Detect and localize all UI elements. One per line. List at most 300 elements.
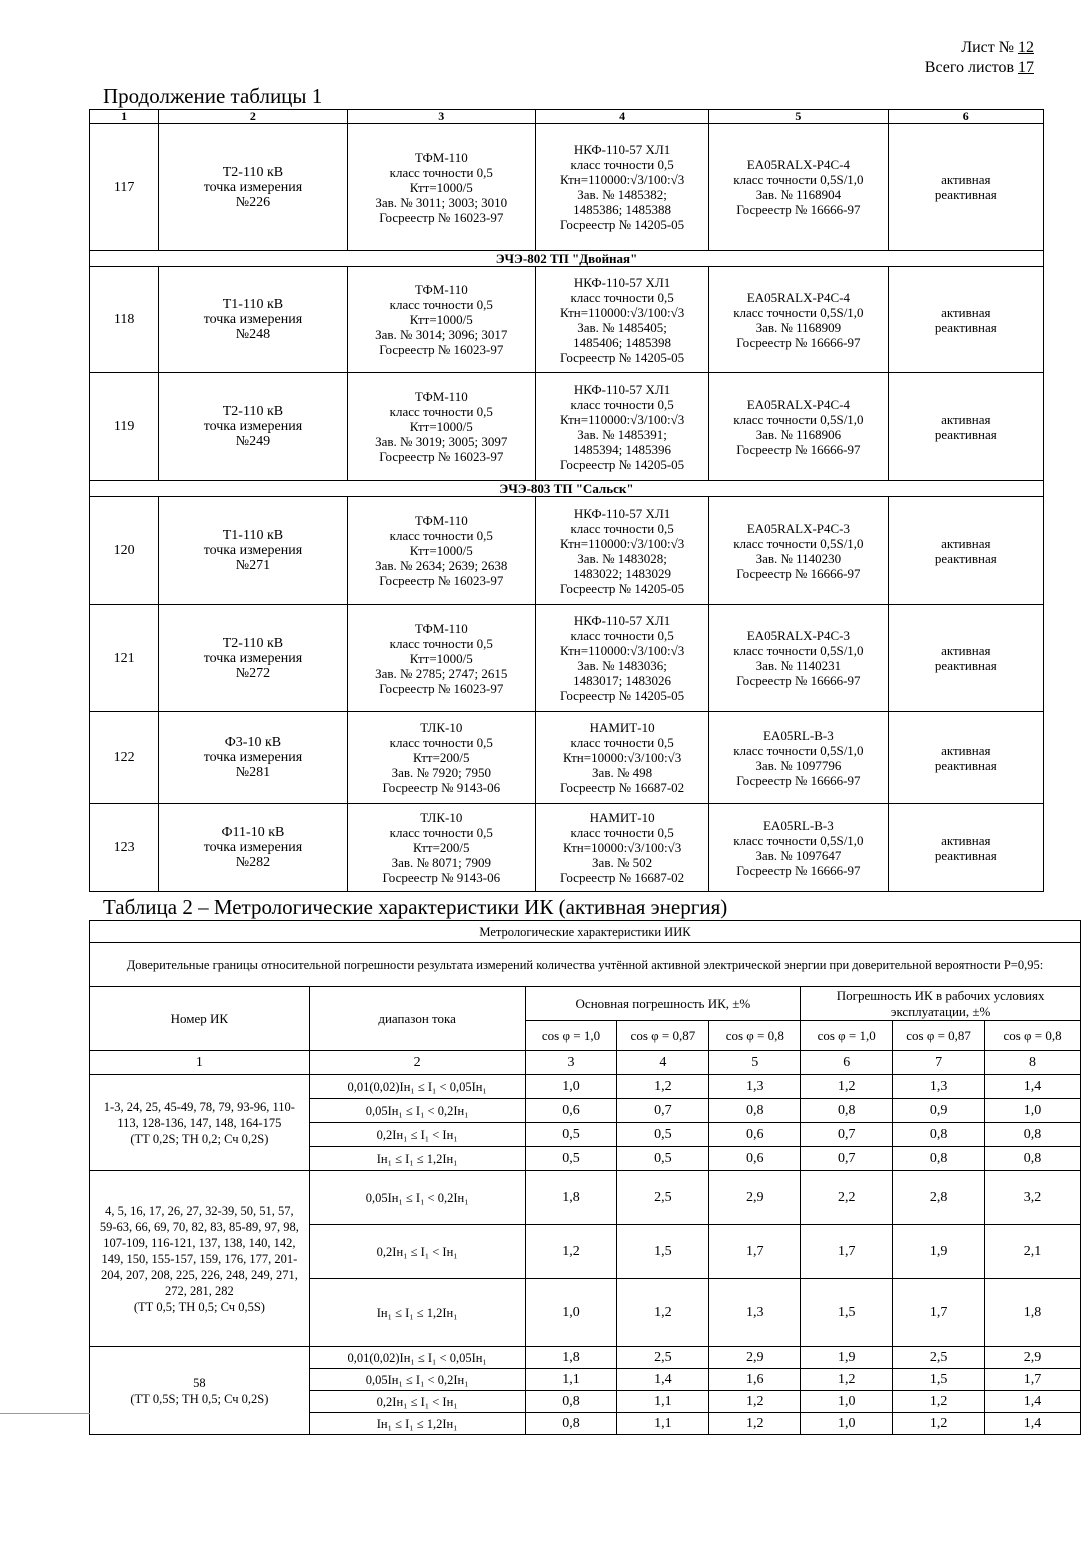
error-value: 0,5: [617, 1147, 709, 1171]
current-range: 0,2Iн₁ ≤ I₁ < Iн₁: [309, 1391, 525, 1413]
point-line: точка измерения: [203, 840, 303, 855]
error-value: 1,8: [525, 1347, 617, 1369]
meter: [709, 712, 888, 804]
ct-line: класс точности 0,5: [389, 825, 493, 840]
error-value: 0,8: [985, 1147, 1081, 1171]
point-line: точка измерения: [203, 543, 303, 558]
table-2-header-index: [90, 1051, 1081, 1075]
error-value: 3,2: [985, 1171, 1081, 1225]
point-line: №226: [235, 194, 271, 210]
ct-line: класс точности 0,5: [389, 404, 493, 419]
error-value: 0,8: [893, 1123, 985, 1147]
current-range: 0,2Iн₁ ≤ I₁ < Iн₁: [309, 1225, 525, 1279]
header-main: Метрологические характеристики ИИК: [90, 921, 1081, 943]
meter-line: Зав. № 1140230: [755, 550, 842, 566]
error-value: 1,1: [617, 1391, 709, 1413]
ct-line: ТЛК-10: [420, 810, 463, 825]
header-cos-phi: cos φ = 0,8: [709, 1021, 801, 1051]
vt-line: НАМИТ-10: [589, 810, 655, 825]
ct-line: Госреестр № 16023-97: [379, 573, 504, 588]
ct-line: Ктт=200/5: [413, 840, 470, 855]
ik-class: (ТТ 0,2S; ТН 0,2; Сч 0,2S): [130, 1131, 269, 1146]
current-transformer: [347, 497, 535, 605]
meter: [709, 373, 888, 481]
vt-line: Госреестр № 16687-02: [559, 780, 685, 795]
row-number: 122: [90, 712, 159, 804]
meter-line: EA05RALX-P4C-3: [746, 628, 851, 643]
meter-line: Госреестр № 16666-97: [736, 862, 861, 878]
ct-line: класс точности 0,5: [389, 735, 493, 750]
row-number: 118: [90, 267, 159, 373]
point-line: Т2-110 кВ: [222, 635, 284, 651]
error-value: 0,5: [525, 1147, 617, 1171]
meter-line: EA05RALX-P4C-4: [746, 289, 851, 305]
measurement-point: [159, 373, 347, 481]
error-value: 2,9: [709, 1171, 801, 1225]
section-row: [90, 481, 1044, 497]
vt-line: НКФ-110-57 ХЛ1: [573, 142, 671, 157]
sheet-label: Лист №: [961, 39, 1014, 56]
table-2-row: [90, 1075, 1081, 1099]
energy-line: активная: [941, 172, 991, 187]
error-value: 1,7: [709, 1225, 801, 1279]
energy-line: реактивная: [934, 847, 997, 863]
error-value: 0,7: [801, 1123, 893, 1147]
meter-line: Зав. № 1168909: [755, 319, 842, 335]
column-index: 4: [617, 1051, 709, 1075]
meter-line: Госреестр № 16666-97: [736, 202, 861, 217]
error-value: 1,9: [893, 1225, 985, 1279]
voltage-transformer: [535, 712, 708, 804]
error-value: 2,9: [709, 1347, 801, 1369]
divider-line: [0, 1413, 90, 1414]
header-current-range: диапазон тока: [309, 987, 525, 1051]
energy-line: реактивная: [934, 757, 997, 773]
ct-line: класс точности 0,5: [389, 528, 493, 543]
header-cos-phi: cos φ = 0,87: [893, 1021, 985, 1051]
error-value: 1,3: [709, 1279, 801, 1347]
error-value: 1,2: [617, 1279, 709, 1347]
voltage-transformer: [535, 804, 708, 892]
current-range: 0,01(0,02)Iн₁ ≤ I₁ < 0,05Iн₁: [309, 1347, 525, 1369]
error-value: 2,1: [985, 1225, 1081, 1279]
error-value: 1,2: [617, 1075, 709, 1099]
vt-line: класс точности 0,5: [570, 157, 674, 172]
ct-line: Госреестр № 16023-97: [379, 449, 504, 464]
error-value: 0,8: [709, 1099, 801, 1123]
ct-line: Ктт=1000/5: [409, 543, 473, 558]
meter-line: класс точности 0,5S/1,0: [733, 172, 864, 187]
ct-line: ТФМ-110: [414, 620, 468, 636]
energy-type: [888, 373, 1043, 481]
ct-line: ТФМ-110: [414, 282, 468, 297]
meter-line: EA05RL-B-3: [762, 727, 834, 743]
error-value: 1,0: [525, 1279, 617, 1347]
vt-line: НКФ-110-57 ХЛ1: [573, 505, 671, 521]
point-line: №271: [235, 558, 271, 573]
energy-type: [888, 605, 1043, 712]
energy-type: [888, 804, 1043, 892]
ct-line: класс точности 0,5: [389, 164, 493, 180]
continuation-title: Продолжение таблицы 1: [103, 84, 323, 108]
error-value: 1,5: [801, 1279, 893, 1347]
meter: [709, 804, 888, 892]
ct-line: ТЛК-10: [420, 720, 463, 735]
current-transformer: [347, 804, 535, 892]
meter-line: Зав. № 1097647: [755, 847, 842, 863]
current-range: 0,01(0,02)Iн₁ ≤ I₁ < 0,05Iн₁: [309, 1075, 525, 1099]
error-value: 1,2: [709, 1413, 801, 1435]
total-label: Всего листов: [924, 59, 1014, 76]
error-value: 2,5: [617, 1171, 709, 1225]
meter-line: Зав. № 1140231: [755, 658, 842, 673]
current-transformer: [347, 605, 535, 712]
meter-line: EA05RALX-P4C-3: [746, 520, 851, 536]
column-index: 2: [309, 1051, 525, 1075]
column-index: 1: [90, 1051, 310, 1075]
current-range: Iн₁ ≤ I₁ ≤ 1,2Iн₁: [309, 1147, 525, 1171]
current-range: Iн₁ ≤ I₁ ≤ 1,2Iн₁: [309, 1279, 525, 1347]
error-value: 1,2: [893, 1413, 985, 1435]
row-number: 119: [90, 373, 159, 481]
meter-line: класс точности 0,5S/1,0: [733, 411, 864, 427]
voltage-transformer: [535, 497, 708, 605]
header-ik-number: Номер ИК: [90, 987, 310, 1051]
error-value: 1,6: [709, 1369, 801, 1391]
ik-class: (ТТ 0,5S; ТН 0,5; Сч 0,2S): [130, 1391, 269, 1406]
column-index: 5: [709, 1051, 801, 1075]
point-line: Т1-110 кВ: [222, 528, 284, 543]
sheet-info: [925, 38, 1034, 78]
ct-line: класс точности 0,5: [389, 297, 493, 312]
error-value: 1,2: [801, 1369, 893, 1391]
ik-ids: 4, 5, 16, 17, 26, 27, 32-39, 50, 51, 57, 59-63, 66, 69, 70, 82, 83, 85-89, 97, 98, 107-109, 116-121, 137, 138, 140, 142, 149, 150, 155-157, 159, 176, 177, 201-204, 207, 208, 225, 226, 248, 249, 271, 272, 281, 282: [99, 1203, 299, 1298]
energy-line: активная: [941, 643, 991, 658]
error-value: 1,4: [985, 1391, 1081, 1413]
ct-line: класс точности 0,5: [389, 635, 493, 651]
error-value: 0,7: [801, 1147, 893, 1171]
meter-line: Госреестр № 16666-97: [736, 673, 861, 688]
energy-line: реактивная: [934, 319, 997, 335]
ct-line: Госреестр № 16023-97: [379, 680, 504, 696]
energy-line: реактивная: [934, 658, 997, 673]
meter-line: Госреестр № 16666-97: [736, 565, 861, 581]
point-line: точка измерения: [203, 179, 303, 195]
table-2-row: [90, 1171, 1081, 1225]
vt-line: Ктн=110000:√3/100:√3: [559, 535, 685, 551]
meter-line: класс точности 0,5S/1,0: [733, 535, 864, 551]
vt-line: 1485386; 1485388: [573, 202, 672, 217]
error-value: 2,8: [893, 1171, 985, 1225]
vt-line: Госреестр № 16687-02: [559, 870, 685, 885]
ct-line: Госреестр № 16023-97: [379, 342, 504, 357]
meter-line: класс точности 0,5S/1,0: [733, 832, 864, 848]
table-2-header-groups: [90, 987, 1081, 1021]
ct-line: Ктт=1000/5: [409, 650, 473, 666]
ct-line: Зав. № 3011; 3003; 3010: [375, 194, 508, 210]
sheet-number: 12: [1018, 39, 1034, 56]
ct-line: Зав. № 2785; 2747; 2615: [375, 665, 508, 681]
ct-line: ТФМ-110: [414, 389, 468, 404]
energy-line: активная: [941, 535, 991, 551]
error-value: 0,7: [617, 1099, 709, 1123]
vt-line: Ктн=10000:√3/100:√3: [562, 840, 682, 855]
vt-line: Ктн=110000:√3/100:√3: [559, 172, 685, 187]
meter-line: класс точности 0,5S/1,0: [733, 304, 864, 320]
column-number: 4: [535, 110, 708, 124]
vt-line: 1485406; 1485398: [573, 334, 672, 350]
error-value: 0,6: [709, 1123, 801, 1147]
ct-line: ТФМ-110: [414, 513, 468, 528]
table-row: [90, 373, 1044, 481]
energy-line: реактивная: [934, 187, 997, 202]
current-transformer: [347, 373, 535, 481]
vt-line: Зав. № 1485382;: [577, 187, 667, 202]
section-title: ЭЧЭ-802 ТП "Двойная": [90, 251, 1044, 267]
error-value: 1,4: [617, 1369, 709, 1391]
header-cos-phi: cos φ = 0,87: [617, 1021, 709, 1051]
vt-line: Госреестр № 14205-05: [559, 456, 685, 472]
error-value: 1,2: [525, 1225, 617, 1279]
vt-line: Госреестр № 14205-05: [559, 688, 685, 703]
vt-line: Госреестр № 14205-05: [559, 580, 685, 596]
ct-line: Ктт=1000/5: [409, 179, 473, 195]
ik-ids: 58: [193, 1375, 206, 1390]
current-range: 0,05Iн₁ ≤ I₁ < 0,2Iн₁: [309, 1369, 525, 1391]
vt-line: Госреестр № 14205-05: [559, 217, 685, 232]
error-value: 0,5: [525, 1123, 617, 1147]
ik-ids: 1-3, 24, 25, 45-49, 78, 79, 93-96, 110-113, 128-136, 147, 148, 164-175: [103, 1099, 295, 1130]
error-value: 1,2: [801, 1075, 893, 1099]
ct-line: Госреестр № 9143-06: [382, 870, 501, 885]
table-2-title: Таблица 2 – Метрологические характеристики ИК (активная энергия): [103, 895, 728, 919]
column-index: 8: [985, 1051, 1081, 1075]
section-title: ЭЧЭ-803 ТП "Сальск": [90, 481, 1044, 497]
meter-line: Зав. № 1097796: [755, 757, 842, 773]
table-2-header-conf: [90, 943, 1081, 987]
point-line: №282: [235, 855, 271, 870]
energy-type: [888, 267, 1043, 373]
table-2-row: [90, 1347, 1081, 1369]
voltage-transformer: [535, 267, 708, 373]
energy-line: активная: [941, 832, 991, 848]
meter-line: Госреестр № 16666-97: [736, 772, 861, 788]
column-number: 3: [347, 110, 535, 124]
vt-line: класс точности 0,5: [570, 735, 674, 750]
vt-line: 1483017; 1483026: [573, 673, 672, 688]
point-line: точка измерения: [203, 419, 303, 434]
energy-line: активная: [941, 304, 991, 320]
current-transformer: [347, 267, 535, 373]
header-basic-error: Основная погрешность ИК, ±%: [525, 987, 801, 1021]
vt-line: Ктн=10000:√3/100:√3: [562, 750, 682, 765]
meter-line: Госреестр № 16666-97: [736, 334, 861, 350]
error-value: 1,5: [617, 1225, 709, 1279]
point-line: Т1-110 кВ: [222, 297, 284, 312]
row-number: 121: [90, 605, 159, 712]
measurement-point: [159, 124, 347, 251]
error-value: 1,2: [709, 1391, 801, 1413]
meter-line: EA05RL-B-3: [762, 817, 834, 833]
point-line: точка измерения: [203, 650, 303, 666]
header-cos-phi: cos φ = 1,0: [525, 1021, 617, 1051]
energy-line: активная: [941, 411, 991, 427]
error-value: 1,5: [893, 1369, 985, 1391]
table-2: [89, 920, 1081, 1435]
error-value: 1,2: [893, 1391, 985, 1413]
error-value: 1,0: [801, 1413, 893, 1435]
header-confidence: Доверительные границы относительной погрешности результата измерений количества учтённой активной электрической энергии при доверительной вероятности Р=0,95:: [90, 943, 1081, 987]
voltage-transformer: [535, 373, 708, 481]
energy-line: реактивная: [934, 550, 997, 566]
meter-line: Зав. № 1168904: [755, 187, 842, 202]
error-value: 1,7: [893, 1279, 985, 1347]
point-line: №248: [235, 327, 271, 342]
header-cos-phi: cos φ = 0,8: [985, 1021, 1081, 1051]
vt-line: НКФ-110-57 ХЛ1: [573, 613, 671, 628]
ct-line: Госреестр № 9143-06: [382, 780, 501, 795]
column-index: 7: [893, 1051, 985, 1075]
vt-line: 1483022; 1483029: [573, 565, 672, 581]
meter: [709, 605, 888, 712]
vt-line: Зав. № 1485391;: [577, 426, 667, 442]
error-value: 0,8: [801, 1099, 893, 1123]
vt-line: Зав. № 1483036;: [577, 658, 667, 673]
error-value: 1,1: [525, 1369, 617, 1391]
column-index: 6: [801, 1051, 893, 1075]
ct-line: Зав. № 3014; 3096; 3017: [375, 327, 508, 342]
meter-line: EA05RALX-P4C-4: [746, 157, 851, 172]
measurement-point: [159, 267, 347, 373]
error-value: 0,8: [893, 1147, 985, 1171]
ct-line: Зав. № 8071; 7909: [391, 855, 491, 870]
error-value: 1,4: [985, 1413, 1081, 1435]
vt-line: Госреестр № 14205-05: [559, 349, 685, 365]
meter-line: Госреестр № 16666-97: [736, 441, 861, 457]
error-value: 0,8: [985, 1123, 1081, 1147]
row-number: 117: [90, 124, 159, 251]
voltage-transformer: [535, 605, 708, 712]
table-row: [90, 497, 1044, 605]
error-value: 0,6: [525, 1099, 617, 1123]
measurement-point: [159, 497, 347, 605]
vt-line: класс точности 0,5: [570, 825, 674, 840]
measurement-point: [159, 605, 347, 712]
meter-line: EA05RALX-P4C-4: [746, 396, 851, 412]
meter: [709, 124, 888, 251]
vt-line: НКФ-110-57 ХЛ1: [573, 274, 671, 290]
meter: [709, 267, 888, 373]
vt-line: Зав. № 502: [592, 855, 653, 870]
section-row: [90, 251, 1044, 267]
error-value: 1,8: [985, 1279, 1081, 1347]
column-number: 1: [90, 110, 159, 124]
meter-line: Зав. № 1168906: [755, 426, 842, 442]
point-line: Ф3-10 кВ: [224, 735, 282, 750]
point-line: точка измерения: [203, 312, 303, 327]
error-value: 0,8: [525, 1413, 617, 1435]
vt-line: НКФ-110-57 ХЛ1: [573, 381, 671, 397]
current-range: 0,05Iн₁ ≤ I₁ < 0,2Iн₁: [309, 1099, 525, 1123]
ct-line: Зав. № 2634; 2639; 2638: [375, 558, 508, 573]
error-value: 0,8: [525, 1391, 617, 1413]
table-row: [90, 712, 1044, 804]
current-transformer: [347, 712, 535, 804]
vt-line: Ктн=110000:√3/100:√3: [559, 411, 685, 427]
point-line: №272: [235, 665, 271, 681]
row-number: 120: [90, 497, 159, 605]
vt-line: 1485394; 1485396: [573, 441, 672, 457]
column-number: 5: [709, 110, 888, 124]
error-value: 1,0: [525, 1075, 617, 1099]
table-row: [90, 267, 1044, 373]
error-value: 1,8: [525, 1171, 617, 1225]
point-line: Т2-110 кВ: [222, 164, 284, 180]
column-number: 2: [159, 110, 347, 124]
vt-line: Ктн=110000:√3/100:√3: [559, 304, 685, 320]
error-value: 1,7: [801, 1225, 893, 1279]
row-number: 123: [90, 804, 159, 892]
current-range: Iн₁ ≤ I₁ ≤ 1,2Iн₁: [309, 1413, 525, 1435]
vt-line: класс точности 0,5: [570, 289, 674, 305]
table-2-header-main: [90, 921, 1081, 943]
error-value: 2,5: [617, 1347, 709, 1369]
ct-line: Зав. № 7920; 7950: [391, 765, 491, 780]
point-line: Ф11-10 кВ: [221, 825, 285, 840]
ik-group-1: [90, 1075, 310, 1171]
energy-line: активная: [941, 742, 991, 758]
measurement-point: [159, 804, 347, 892]
error-value: 1,0: [985, 1099, 1081, 1123]
ct-line: Зав. № 3019; 3005; 3097: [375, 434, 508, 449]
vt-line: НАМИТ-10: [589, 720, 655, 735]
energy-line: реактивная: [934, 426, 997, 442]
table-row: [90, 124, 1044, 251]
ct-line: Ктт=1000/5: [409, 419, 473, 434]
current-range: 0,2Iн₁ ≤ I₁ < Iн₁: [309, 1123, 525, 1147]
total-number: 17: [1018, 59, 1034, 76]
voltage-transformer: [535, 124, 708, 251]
energy-type: [888, 497, 1043, 605]
vt-line: Зав. № 1485405;: [577, 319, 667, 335]
vt-line: Зав. № 1483028;: [577, 550, 667, 566]
ik-class: (ТТ 0,5; ТН 0,5; Сч 0,5S): [133, 1299, 265, 1314]
ct-line: Госреестр № 16023-97: [379, 209, 504, 225]
energy-type: [888, 712, 1043, 804]
meter-line: класс точности 0,5S/1,0: [733, 742, 864, 758]
error-value: 2,5: [893, 1347, 985, 1369]
vt-line: класс точности 0,5: [570, 520, 674, 536]
table-row: [90, 804, 1044, 892]
header-working-error: Погрешность ИК в рабочих условиях эксплуатации, ±%: [801, 987, 1081, 1021]
table-row: [90, 605, 1044, 712]
error-value: 0,9: [893, 1099, 985, 1123]
meter: [709, 497, 888, 605]
column-index: 3: [525, 1051, 617, 1075]
point-line: №249: [235, 434, 271, 449]
error-value: 2,9: [985, 1347, 1081, 1369]
error-value: 2,2: [801, 1171, 893, 1225]
error-value: 1,3: [709, 1075, 801, 1099]
error-value: 0,6: [709, 1147, 801, 1171]
point-line: точка измерения: [203, 750, 303, 765]
point-line: Т2-110 кВ: [222, 404, 284, 419]
energy-type: [888, 124, 1043, 251]
table-1: [89, 109, 1044, 892]
ct-line: ТФМ-110: [414, 149, 468, 165]
point-line: №281: [235, 765, 271, 780]
error-value: 0,5: [617, 1123, 709, 1147]
